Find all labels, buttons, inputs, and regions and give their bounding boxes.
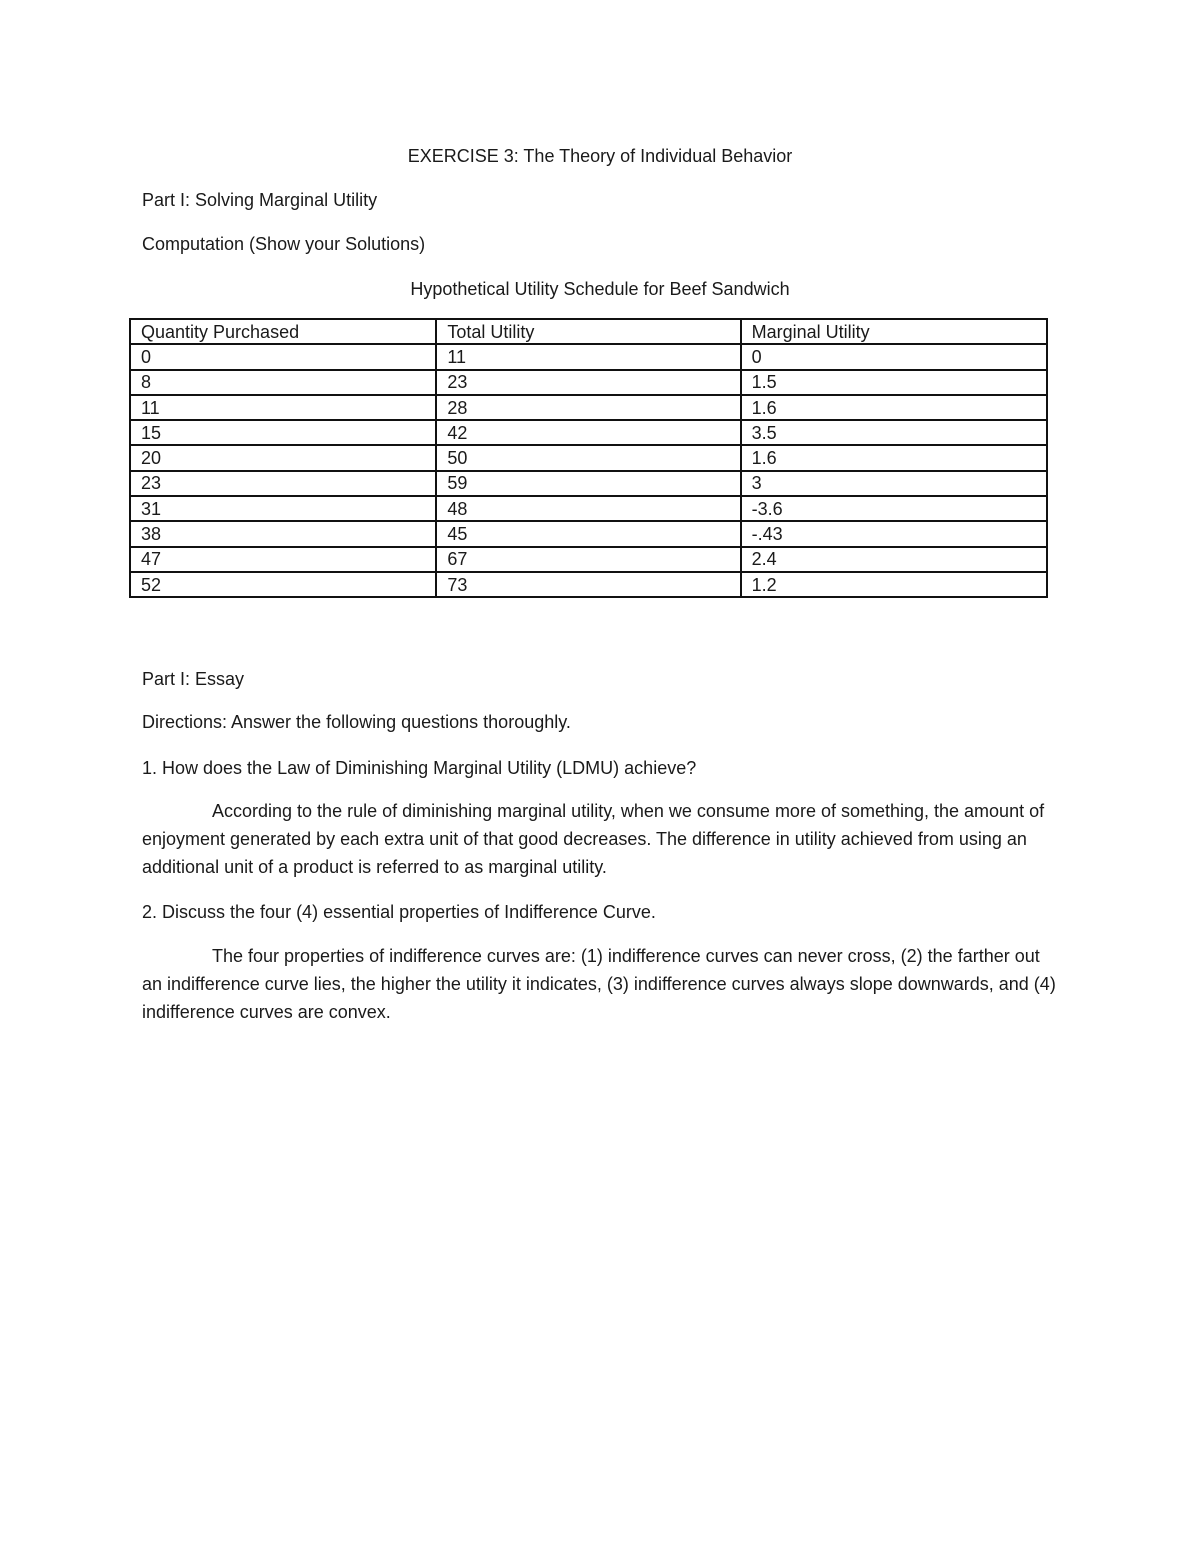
table-cell: 11 bbox=[436, 344, 740, 369]
table-row bbox=[130, 572, 1047, 597]
table-cell: 1.6 bbox=[741, 395, 1047, 420]
table-cell: 73 bbox=[436, 572, 740, 597]
table-cell: 8 bbox=[130, 370, 436, 395]
column-header: Quantity Purchased bbox=[130, 319, 436, 344]
table-row bbox=[130, 445, 1047, 470]
table-cell: 59 bbox=[436, 471, 740, 496]
part1-heading: Part I: Solving Marginal Utility bbox=[142, 190, 378, 210]
column-header: Total Utility bbox=[436, 319, 740, 344]
table-cell: 45 bbox=[436, 521, 740, 546]
utility-schedule-table bbox=[129, 318, 1048, 598]
table-cell: -.43 bbox=[741, 521, 1047, 546]
table-cell: 31 bbox=[130, 496, 436, 521]
table-cell: 28 bbox=[436, 395, 740, 420]
essay-heading: Part I: Essay bbox=[142, 669, 245, 689]
table-cell: 1.5 bbox=[741, 370, 1047, 395]
document-title: EXERCISE 3: The Theory of Individual Behavior bbox=[407, 146, 793, 166]
table-row bbox=[130, 521, 1047, 546]
table-cell: 23 bbox=[130, 471, 436, 496]
table-cell: 1.6 bbox=[741, 445, 1047, 470]
table-cell: 50 bbox=[436, 445, 740, 470]
table-row bbox=[130, 395, 1047, 420]
table-cell: 38 bbox=[130, 521, 436, 546]
table-cell: 0 bbox=[130, 344, 436, 369]
table-cell: 2.4 bbox=[741, 547, 1047, 572]
table-cell: 42 bbox=[436, 420, 740, 445]
table-cell: 48 bbox=[436, 496, 740, 521]
question-1: 1. How does the Law of Diminishing Marginal Utility (LDMU) achieve? bbox=[142, 758, 697, 778]
table-row bbox=[130, 344, 1047, 369]
table-cell: 3.5 bbox=[741, 420, 1047, 445]
table-header-row bbox=[130, 319, 1047, 344]
table-cell: 15 bbox=[130, 420, 436, 445]
computation-label: Computation (Show your Solutions) bbox=[142, 234, 426, 254]
table-caption: Hypothetical Utility Schedule for Beef Sandwich bbox=[410, 279, 790, 299]
table-row bbox=[130, 471, 1047, 496]
table-row bbox=[130, 496, 1047, 521]
table-cell: -3.6 bbox=[741, 496, 1047, 521]
table-cell: 11 bbox=[130, 395, 436, 420]
table-cell: 23 bbox=[436, 370, 740, 395]
directions-text: Directions: Answer the following questions thoroughly. bbox=[142, 712, 571, 732]
table-cell: 67 bbox=[436, 547, 740, 572]
table-cell: 47 bbox=[130, 547, 436, 572]
table-row bbox=[130, 420, 1047, 445]
question-2: 2. Discuss the four (4) essential properties of Indifference Curve. bbox=[142, 902, 656, 922]
table-cell: 1.2 bbox=[741, 572, 1047, 597]
table-cell: 3 bbox=[741, 471, 1047, 496]
table-cell: 52 bbox=[130, 572, 436, 597]
table-row bbox=[130, 547, 1047, 572]
table-cell: 0 bbox=[741, 344, 1047, 369]
column-header: Marginal Utility bbox=[741, 319, 1047, 344]
table-row bbox=[130, 370, 1047, 395]
table-cell: 20 bbox=[130, 445, 436, 470]
answer-2: The four properties of indifference curves are: (1) indifference curves can never cross, (2) the farther out an indifference curve lies, the higher the utility it indicates, (3) indifference curves always slope downwards, and (4) indifference curves are convex. bbox=[142, 946, 1056, 1022]
answer-1: According to the rule of diminishing marginal utility, when we consume more of something, the amount of enjoyment generated by each extra unit of that good decreases. The difference in utility achieved from using an additional unit of a product is referred to as marginal utility. bbox=[142, 801, 1045, 877]
